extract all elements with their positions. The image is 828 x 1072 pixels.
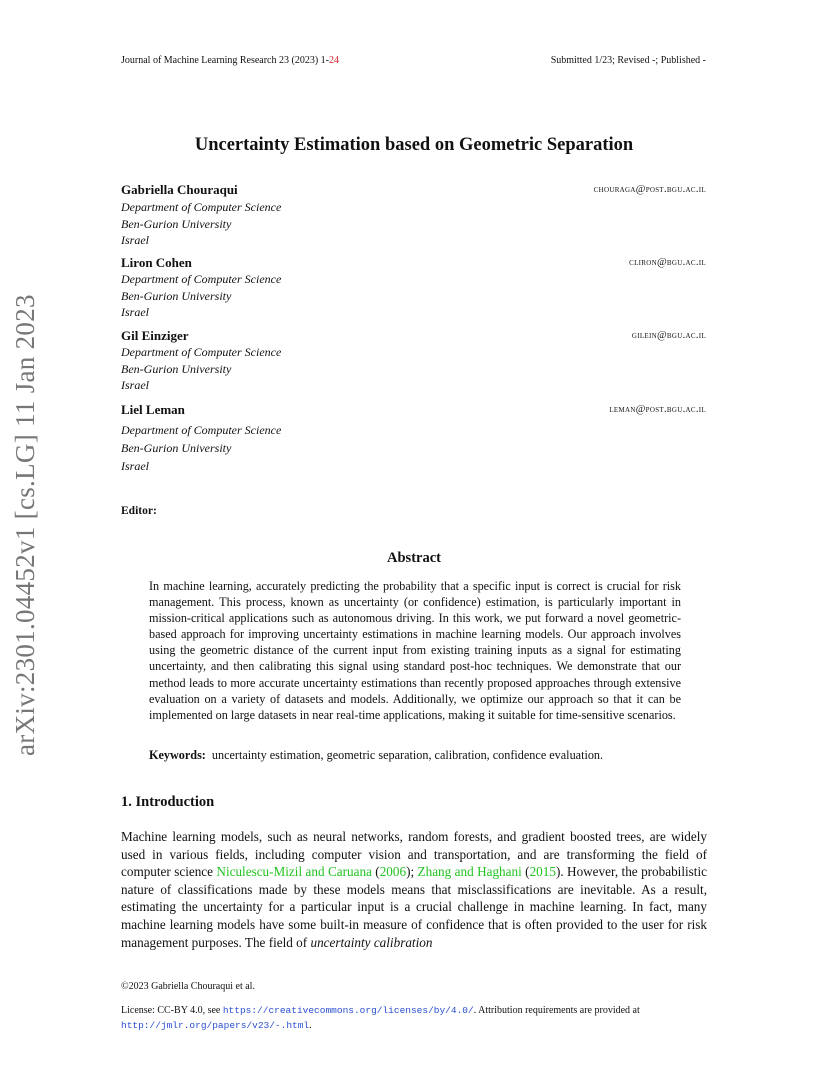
license-text: . — [309, 1020, 312, 1031]
last-page-link[interactable]: 24 — [328, 55, 339, 66]
author-affiliation — [121, 199, 281, 249]
author-name: Gabriella Chouraqui — [121, 182, 238, 197]
abstract-heading: Abstract — [387, 550, 441, 566]
license-text: . Attribution requirements are provided at — [473, 1005, 640, 1016]
running-header-journal — [121, 55, 339, 66]
department: Department of Computer Science — [121, 200, 282, 214]
author-email[interactable]: leman@post.bgu.ac.il — [609, 404, 706, 415]
country: Israel — [121, 233, 149, 247]
keywords-label: Keywords: — [149, 748, 206, 762]
copyright-notice: ©2023 Gabriella Chouraqui et al. — [121, 981, 255, 992]
citation-link[interactable]: Niculescu-Mizil and Caruana — [216, 864, 372, 880]
author-email[interactable]: gilein@bgu.ac.il — [631, 330, 706, 341]
license-text: License: CC-BY 4.0, see — [121, 1005, 223, 1016]
author-affiliation — [121, 344, 281, 394]
paper-title: Uncertainty Estimation based on Geometric Separation — [194, 135, 634, 155]
university: Ben-Gurion University — [121, 288, 232, 303]
department: Department of Computer Science — [121, 345, 282, 359]
citation-year-link[interactable]: 2006 — [379, 864, 407, 880]
intro-text: . However, the probabilistic nature of classifications made by these models means that misclassifications are inevitable. As a result, estimating the uncertainty for a particular input is a crucial challenge in machine learning. In fact, many machine learning models have some built-in measure of confidence that is often provided to the user for risk management purposes. The field of — [121, 864, 707, 950]
department: Department of Computer Science — [121, 423, 282, 437]
emphasized-term: uncertainty calibration — [310, 934, 433, 950]
citation-year-link[interactable]: 2015 — [529, 864, 556, 880]
submission-info: Submitted 1/23; Revised -; Published - — [550, 55, 706, 66]
arxiv-stamp: arXiv:2301.04452v1 [cs.LG] 11 Jan 2023 — [10, 294, 40, 756]
author-name: Liel Leman — [121, 402, 185, 417]
author-affiliation — [121, 421, 281, 475]
author-name: Gil Einziger — [121, 328, 189, 343]
intro-text: Machine learning models, such as neural networks, random forests, and gradient boosted trees, are widely used in various fields, including computer vision and transportation, and are transforming the field of computer science — [121, 829, 707, 880]
journal-info: Journal of Machine Learning Research 23 (2023) 1- — [121, 55, 329, 66]
author-email[interactable]: cliron@bgu.ac.il — [629, 257, 706, 268]
country: Israel — [121, 305, 149, 319]
university: Ben-Gurion University — [121, 216, 232, 231]
section-heading: 1. Introduction — [121, 794, 215, 810]
author-email[interactable]: chouraga@post.bgu.ac.il — [593, 184, 706, 195]
university: Ben-Gurion University — [121, 441, 232, 455]
department: Department of Computer Science — [121, 272, 282, 286]
author-name: Liron Cohen — [121, 255, 192, 270]
abstract-text: In machine learning, accurately predicting the probability that a specific input is correct is crucial for risk management. This process, known as uncertainty (or confidence) estimation, is particularly important in mission-critical applications such as autonomous driving. In this work, we put forward a novel geometric-based approach for improving uncertainty estimations in machine learning models. Our approach involves using the geometric distance of the current input from existing training inputs as a signal for estimating uncertainty, and then calibrating this signal using standard post-hoc techniques. We demonstrate that our method leads to more accurate uncertainty estimations than recently proposed approaches through extensive evaluation on a variety of datasets and models. Additionally, we optimize our approach so that it can be implemented on large datasets in near real-time applications, making it suitable for time-sensitive scenarios. — [149, 579, 681, 722]
author-affiliation — [121, 271, 281, 321]
keywords — [149, 748, 689, 763]
paper-link[interactable]: http://jmlr.org/papers/v23/-.html — [121, 1020, 310, 1031]
country: Israel — [121, 378, 149, 392]
university: Ben-Gurion University — [121, 361, 232, 376]
intro-paragraph: Machine learning models, such as neural networks, random forests, and gradient boosted trees, are widely used in various fields, including computer vision and transportation, and are transforming the field of computer science Niculescu-Mizil and Caruana (2006); Zhang and Haghani (2015). However, the probabilistic nature of classifications made by these models means that misclassifications are inevitable. As a result, estimating the uncertainty for a particular input is a crucial challenge in machine learning. In fact, many machine learning models have some built-in measure of confidence that is often provided to the user for risk management purposes. The field of uncertainty calibration — [121, 829, 707, 950]
citation-link[interactable]: Zhang and Haghani — [417, 864, 522, 880]
license-link[interactable]: https://creativecommons.org/licenses/by/4.0/ — [222, 1005, 474, 1016]
license-notice — [121, 1003, 711, 1033]
country: Israel — [121, 459, 149, 473]
editor-label: Editor: — [121, 505, 157, 517]
keywords-list: uncertainty estimation, geometric separation, calibration, confidence evaluation. — [211, 748, 604, 762]
